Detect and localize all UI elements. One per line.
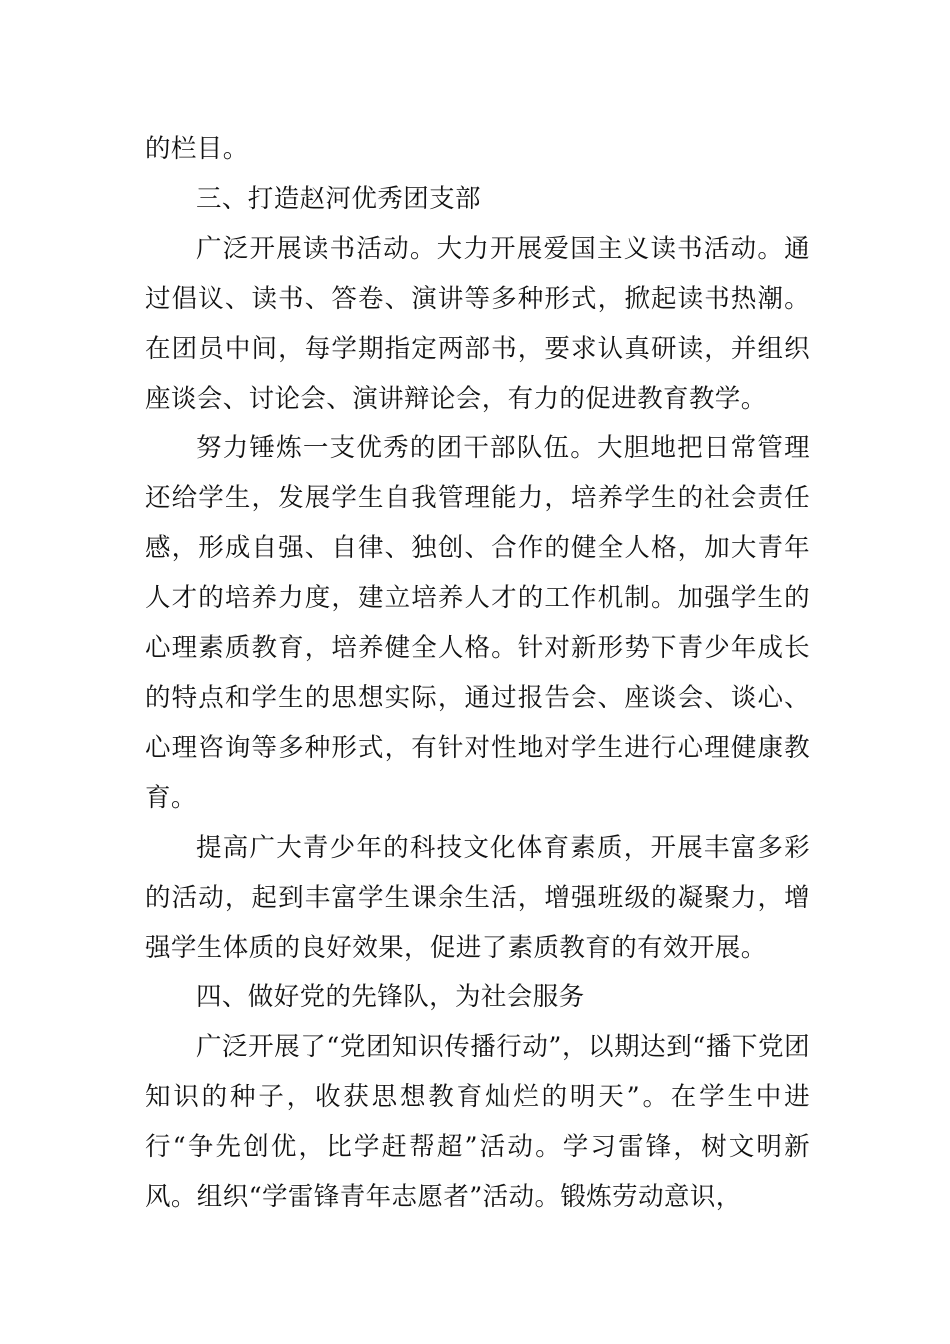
paragraph-reading-activities: 广泛开展读书活动。大力开展爱国主义读书活动。通过倡议、读书、答卷、演讲等多种形式，掀起读书热潮。在团员中间，每学期指定两部书，要求认真研读，并组织座谈会、讨论会、演讲辩论会，有力的促进教育教学。 xyxy=(145,233,810,414)
paragraph-continuation: 的栏目。 xyxy=(145,134,249,164)
paragraph-cadre-training: 努力锤炼一支优秀的团干部队伍。大胆地把日常管理还给学生，发展学生自我管理能力，培养学生的社会责任感，形成自强、自律、独创、合作的健全人格，加大青年人才的培养力度，建立培养人才的工作机制。加强学生的心理素质教育，培养健全人格。针对新形势下青少年成长的特点和学生的思想实际，通过报告会、座谈会、谈心、心理咨询等多种形式，有针对性地对学生进行心理健康教育。 xyxy=(145,433,810,813)
document-body xyxy=(145,125,810,1223)
paragraph-quality-improvement: 提高广大青少年的科技文化体育素质，开展丰富多彩的活动，起到丰富学生课余生活，增强班级的凝聚力，增强学生体质的良好效果，促进了素质教育的有效开展。 xyxy=(145,832,810,963)
paragraph-knowledge-campaign: 广泛开展了“党团知识传播行动”，以期达到“播下党团知识的种子，收获思想教育灿烂的明天”。在学生中进行“争先创优，比学赶帮超”活动。学习雷锋，树文明新风。组织“学雷锋青年志愿者”活动。锻炼劳动意识， xyxy=(145,1032,810,1213)
section-heading-4: 四、做好党的先锋队，为社会服务 xyxy=(196,982,585,1013)
section-heading-3: 三、打造赵河优秀团支部 xyxy=(196,183,481,214)
